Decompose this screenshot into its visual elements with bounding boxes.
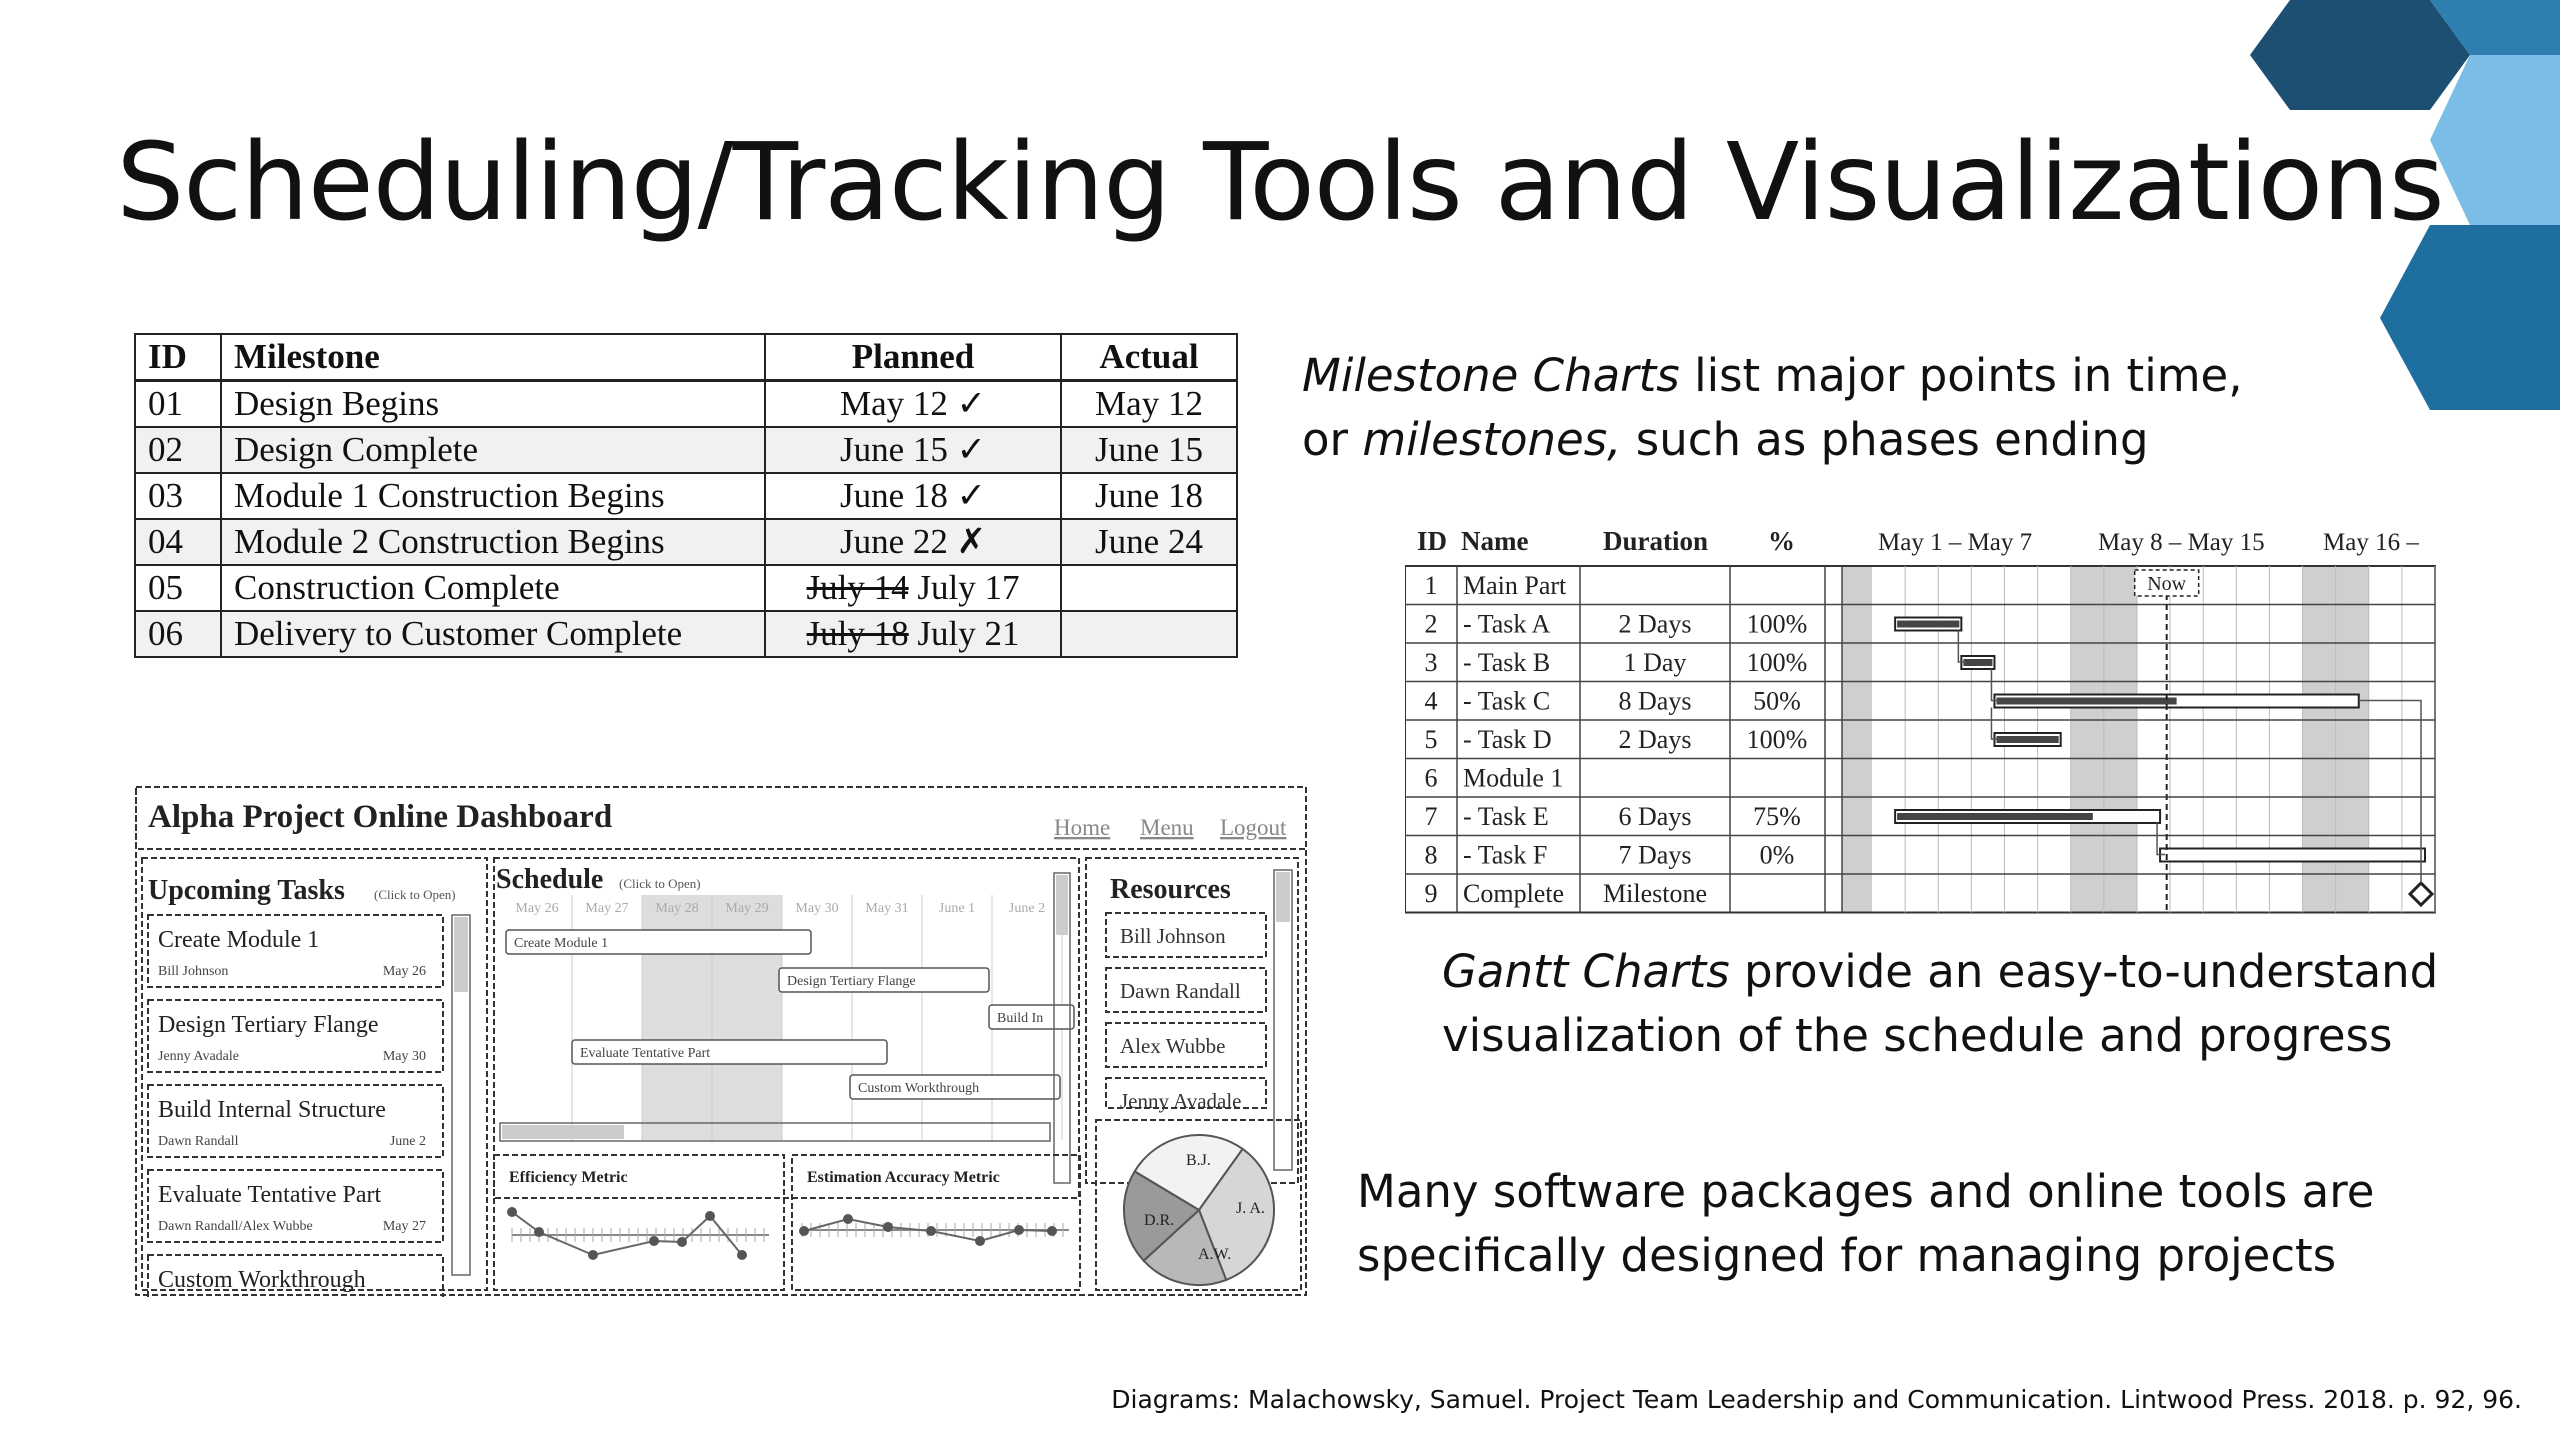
planned-old-date: July 18 [806,614,909,653]
gantt-task-bar [2160,849,2425,862]
milestone-header-id: ID [135,334,221,381]
gantt-period-label: May 8 – May 15 [2098,529,2265,556]
milestone-actual [1061,565,1237,611]
resource-name: Jenny Avadale [1120,1089,1242,1113]
gantt-row-id: 8 [1424,840,1438,870]
milestone-row [135,473,1237,519]
gantt-weekend-band [1842,566,1872,913]
planned-date: June 15 ✓ [840,430,986,469]
schedule-day-label: June 1 [938,901,976,916]
milestone-id: 06 [135,611,221,657]
dashboard-nav-link: Logout [1220,815,1287,840]
gantt-row-pct: 50% [1753,686,1801,716]
upcoming-scroll-thumb [454,917,468,992]
planned-date: June 18 ✓ [840,476,986,515]
dashboard-nav-link: Menu [1140,815,1194,840]
milestone-id: 05 [135,565,221,611]
gantt-row-id: 2 [1424,609,1438,639]
resources-title: Resources [1110,874,1231,905]
milestone-row [135,381,1237,428]
gantt-row-name: - Task C [1463,686,1551,716]
milestone-header-name: Milestone [221,334,765,381]
milestone-table [134,333,1238,658]
efficiency-title: Efficiency Metric [509,1169,628,1186]
gantt-progress-fill [1897,813,2093,820]
metric-point [926,1226,936,1236]
gantt-chart [1405,520,2445,920]
upcoming-task-date: May 26 [382,964,426,979]
gantt-row-id: 9 [1424,879,1438,908]
pie-label: B.J. [1186,1152,1211,1169]
milestone-row [135,565,1237,611]
schedule-day-label: May 26 [515,901,559,916]
upcoming-task-owner: Dawn Randall [158,1134,239,1149]
slide-title: Scheduling/Tracking Tools and Visualizations [116,121,2444,245]
gantt-period-label: May 16 – [2323,529,2419,556]
milestone-actual [1061,611,1237,657]
dashboard-mockup [134,785,1308,1297]
gantt-row-duration: Milestone [1603,879,1707,908]
milestone-actual: June 24 [1061,519,1237,565]
gantt-row-name: - Task A [1463,609,1551,639]
upcoming-task-owner: Jenny Avadale [158,1049,239,1064]
gantt-period-label: May 1 – May 7 [1878,529,2033,556]
gantt-row-pct: 100% [1746,725,1808,754]
gantt-progress-fill [1897,621,1959,628]
metric-point [1047,1226,1057,1236]
gantt-row-pct: 75% [1753,802,1801,831]
milestone-header-actual: Actual [1061,334,1237,381]
milestone-id: 01 [135,381,221,428]
milestone-id: 04 [135,519,221,565]
resource-name: Dawn Randall [1120,979,1241,1003]
resource-name: Alex Wubbe [1120,1034,1226,1058]
metric-point [534,1227,544,1237]
estimation-title: Estimation Accuracy Metric [807,1169,1000,1186]
upcoming-task-name: Design Tertiary Flange [158,1012,379,1038]
gantt-row-duration: 6 Days [1618,802,1692,831]
upcoming-task-date: June 2 [389,1134,426,1149]
gantt-row-duration: 1 Day [1623,648,1687,677]
planned-old-date: July 14 [806,568,909,607]
gantt-row-id: 7 [1424,802,1438,831]
upcoming-task-owner: Bill Johnson [158,964,229,979]
gantt-caption: Gantt Charts provide an easy-to-understand visualization of the schedule and progress [1442,945,2439,1062]
gantt-progress-fill [1996,736,2058,743]
schedule-bar-label: Design Tertiary Flange [787,974,916,989]
gantt-row-id: 5 [1424,725,1438,754]
metric-point [649,1236,659,1246]
software-caption: Many software packages and online tools are specifically designed for managing projects [1357,1165,2375,1282]
schedule-bar-label: Create Module 1 [514,936,609,951]
milestone-planned [765,473,1061,519]
milestone-planned [765,611,1061,657]
milestone-header-planned: Planned [765,334,1061,381]
metric-point [588,1250,598,1260]
gantt-row-id: 1 [1424,571,1438,600]
gantt-header-id: ID [1417,526,1448,556]
schedule-day-label: June 2 [1008,901,1046,916]
metric-point [799,1226,809,1236]
schedule-day-label: May 30 [795,901,839,916]
dashboard-title: Alpha Project Online Dashboard [148,799,613,835]
gantt-header-name: Name [1461,526,1529,556]
gantt-row-name: Module 1 [1463,763,1564,793]
gantt-row-duration: 8 Days [1618,686,1692,716]
milestone-actual: June 15 [1061,427,1237,473]
gantt-row-name: - Task D [1463,725,1552,754]
milestone-row [135,427,1237,473]
planned-date: July 21 [917,614,1020,653]
gantt-row-duration: 2 Days [1618,725,1692,754]
milestone-name: Module 1 Construction Begins [221,473,765,519]
upcoming-task-owner: Dawn Randall/Alex Wubbe [158,1219,313,1234]
milestone-row [135,611,1237,657]
upcoming-hint: (Click to Open) [374,887,456,902]
planned-date: June 22 ✗ [840,522,986,561]
gantt-row-name: - Task B [1463,648,1551,677]
upcoming-task-name: Evaluate Tentative Part [158,1182,382,1208]
milestone-id: 03 [135,473,221,519]
gantt-progress-fill [1963,659,1992,666]
source-credit: Diagrams: Malachowsky, Samuel. Project Team Leadership and Communication. Lintwood Press. 2018. p. 92, 96. [1111,1385,2522,1414]
milestone-id: 02 [135,427,221,473]
milestone-name: Delivery to Customer Complete [221,611,765,657]
upcoming-task-name: Build Internal Structure [158,1097,386,1123]
planned-date: May 12 ✓ [840,384,986,423]
milestone-name: Module 2 Construction Begins [221,519,765,565]
milestone-planned [765,519,1061,565]
gantt-row-name: - Task E [1463,802,1549,831]
schedule-bar-label: Build In [997,1011,1044,1026]
milestone-name: Design Begins [221,381,765,428]
metric-point [1014,1225,1024,1235]
gantt-header-duration: Duration [1603,526,1709,556]
metric-point [883,1222,893,1232]
schedule-day-label: May 31 [865,901,909,916]
schedule-day-label: May 28 [655,901,699,916]
milestone-planned [765,427,1061,473]
metric-point [843,1214,853,1224]
milestone-actual: May 12 [1061,381,1237,428]
gantt-milestone-diamond [2410,883,2432,905]
metric-point [975,1236,985,1246]
gantt-row-pct: 100% [1746,648,1808,677]
milestone-caption: Milestone Charts list major points in time, or milestones, such as phases ending [1302,349,2243,466]
upcoming-task-date: May 27 [382,1219,426,1234]
gantt-row-name: Complete [1463,879,1565,908]
dashboard-nav-link: Home [1054,815,1111,840]
schedule-hscroll-thumb [502,1125,624,1139]
milestone-planned [765,381,1061,428]
resource-name: Bill Johnson [1120,924,1226,948]
schedule-title: Schedule [496,864,604,895]
gantt-row-pct: 0% [1759,840,1795,870]
pie-label: J. A. [1236,1200,1265,1217]
pie-label: D.R. [1144,1212,1175,1229]
schedule-day-label: May 29 [725,901,769,916]
planned-date: July 17 [917,568,1020,607]
milestone-name: Design Complete [221,427,765,473]
schedule-bar-label: Custom Workthrough [858,1081,980,1096]
schedule-hint: (Click to Open) [619,876,701,891]
upcoming-task-name: Custom Workthrough [158,1267,366,1293]
resources-panel [1086,858,1298,1183]
gantt-now-label: Now [2147,573,2187,595]
resources-scroll-thumb [1276,872,1290,922]
gantt-row-id: 4 [1424,686,1438,716]
upcoming-task-name: Create Module 1 [158,927,320,953]
metric-point [507,1207,517,1217]
gantt-progress-fill [1996,698,2176,705]
metric-point [737,1250,747,1260]
gantt-row-id: 3 [1424,648,1438,677]
gantt-row-pct: 100% [1746,609,1808,639]
metric-point [677,1237,687,1247]
milestone-row [135,519,1237,565]
milestone-planned [765,565,1061,611]
metric-point [705,1211,715,1221]
schedule-scroll-thumb [1056,875,1068,935]
gantt-header-pct: % [1768,526,1795,556]
upcoming-task-date: May 30 [382,1049,426,1064]
gantt-row-id: 6 [1424,763,1438,793]
milestone-actual: June 18 [1061,473,1237,519]
schedule-day-label: May 27 [585,901,629,916]
gantt-row-name: - Task F [1463,840,1548,870]
schedule-bar-label: Evaluate Tentative Part [580,1046,711,1061]
upcoming-title: Upcoming Tasks [148,875,345,906]
milestone-name: Construction Complete [221,565,765,611]
pie-label: A.W. [1198,1246,1232,1263]
gantt-row-duration: 7 Days [1618,840,1692,870]
gantt-row-duration: 2 Days [1618,609,1692,639]
gantt-row-name: Main Part [1463,571,1567,600]
